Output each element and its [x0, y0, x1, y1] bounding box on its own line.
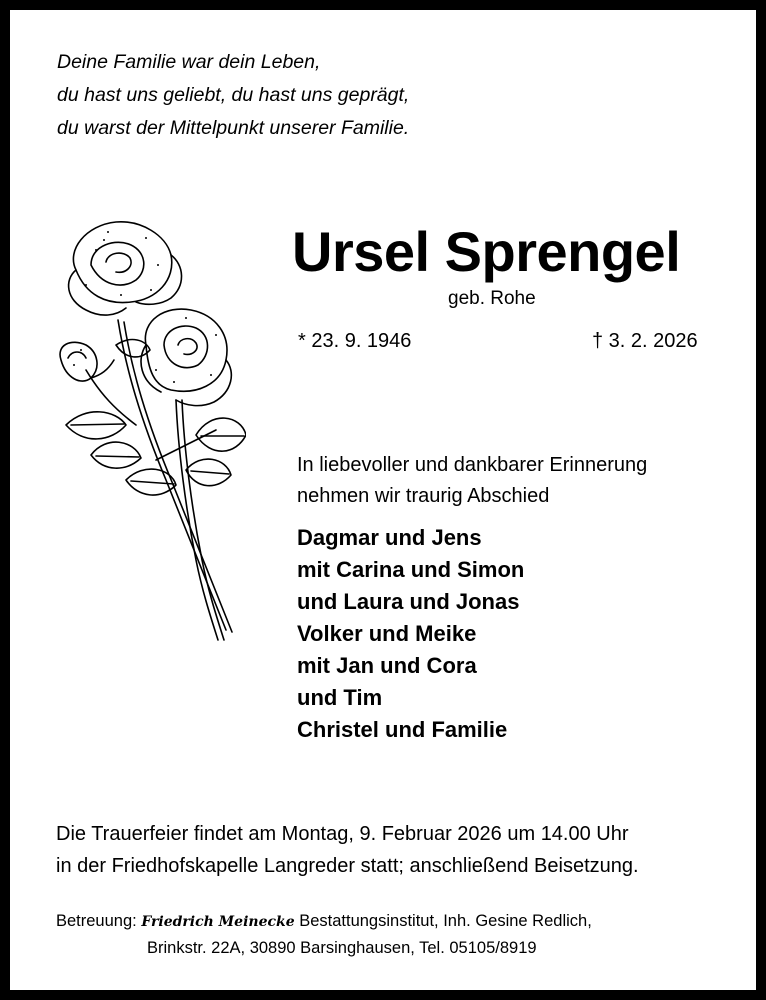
- mourner-line: und Laura und Jonas: [297, 589, 520, 614]
- footer-prefix: Betreuung:: [56, 912, 137, 930]
- footer-line-1: [56, 908, 592, 935]
- poem-line: du hast uns geliebt, du hast uns geprägt,: [57, 84, 410, 106]
- mourners-list: [297, 522, 524, 746]
- obituary-card: [10, 10, 756, 990]
- mourner-line: mit Jan und Cora: [297, 653, 477, 678]
- funeral-line: Die Trauerfeier findet am Montag, 9. Februar 2026 um 14.00 Uhr: [56, 823, 629, 845]
- mourner-line: und Tim: [297, 685, 383, 710]
- funeral-line: in der Friedhofskapelle Langreder statt; anschließend Beisetzung.: [56, 855, 639, 877]
- mourner-line: mit Carina und Simon: [297, 557, 525, 582]
- poem-line: Deine Familie war dein Leben,: [57, 51, 321, 73]
- funeral-director-signature: Friedrich Meinecke: [141, 914, 295, 930]
- footer-company: Bestattungsinstitut, Inh. Gesine Redlich,: [299, 912, 592, 930]
- rose-drawing-icon: [46, 210, 246, 650]
- mourner-line: Volker und Meike: [297, 621, 477, 646]
- funeral-notice: [56, 818, 639, 882]
- death-date: † 3. 2. 2026: [592, 330, 698, 352]
- poem: [57, 46, 409, 145]
- farewell-intro: [297, 450, 647, 512]
- footer-address: Brinkstr. 22A, 30890 Barsinghausen, Tel. 05105/8919: [147, 939, 537, 957]
- maiden-name: geb. Rohe: [448, 288, 536, 309]
- birth-date: * 23. 9. 1946: [298, 330, 412, 352]
- intro-line: nehmen wir traurig Abschied: [297, 485, 550, 507]
- poem-line: du warst der Mittelpunkt unserer Familie.: [57, 117, 410, 139]
- mourner-line: Dagmar und Jens: [297, 525, 482, 550]
- funeral-director-footer: [56, 908, 592, 961]
- intro-line: In liebevoller und dankbarer Erinnerung: [297, 454, 648, 476]
- mourner-line: Christel und Familie: [297, 717, 508, 742]
- deceased-name: Ursel Sprengel: [292, 220, 681, 283]
